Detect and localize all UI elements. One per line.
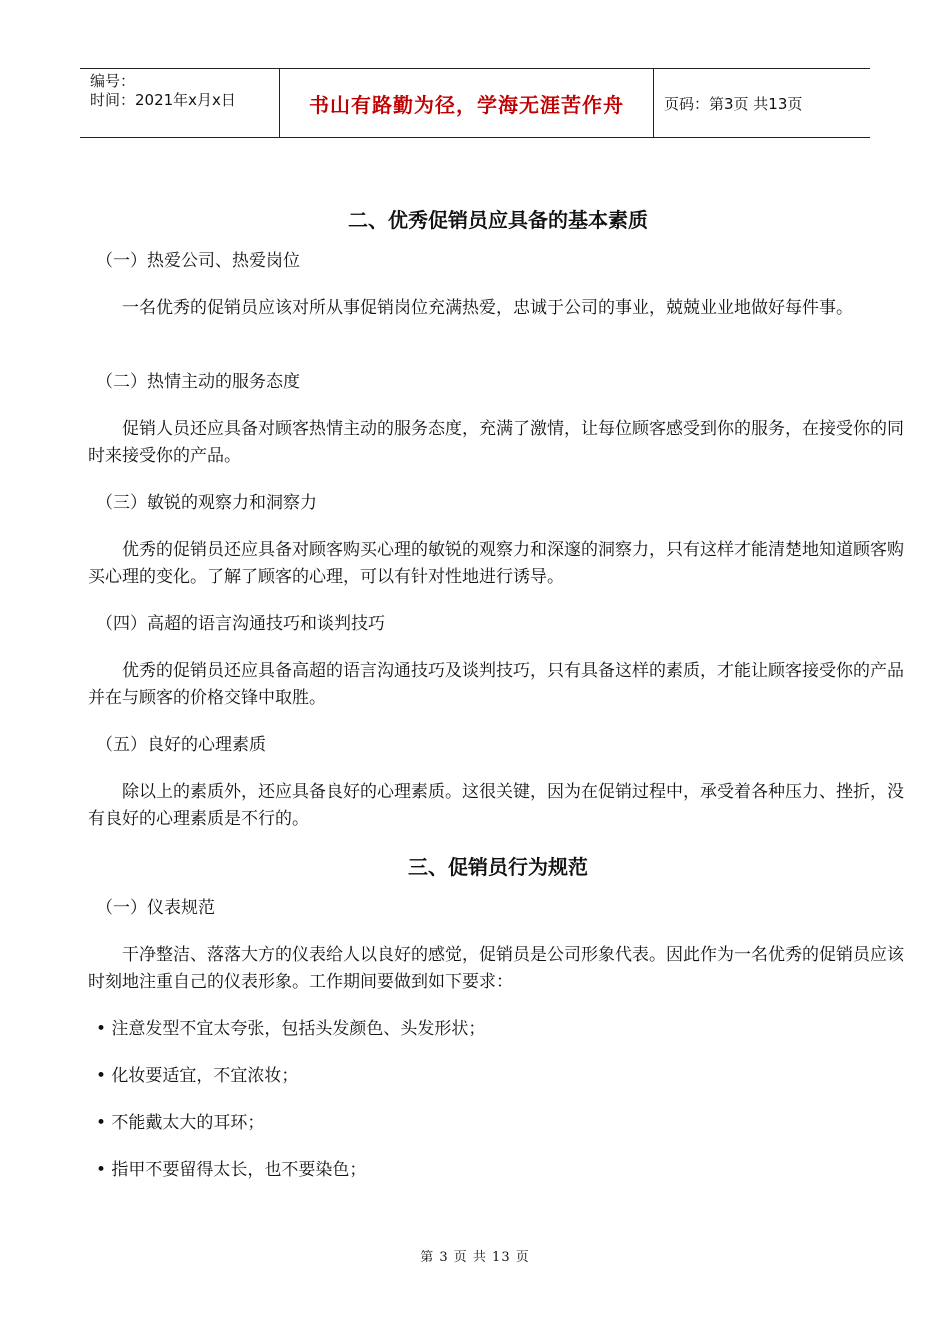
paragraph: 干净整洁、落落大方的仪表给人以良好的感觉，促销员是公司形象代表。因此作为一名优秀的促销员应该时刻地注重自己的仪表形象。工作期间要做到如下要求： <box>88 945 904 992</box>
paragraph: 一名优秀的促销员应该对所从事促销岗位充满热爱，忠诚于公司的事业，兢兢业业地做好每件事。 <box>122 298 853 318</box>
paragraph: 除以上的素质外，还应具备良好的心理素质。这很关键，因为在促销过程中，承受着各种压力、挫折，没有良好的心理素质是不行的。 <box>88 782 904 829</box>
header-meta <box>80 69 280 137</box>
bullet-item: • 化妆要适宜，不宜浓妆； <box>96 1066 299 1086</box>
sub-heading: （四）高超的语言沟通技巧和谈判技巧 <box>96 614 385 634</box>
paragraph: 优秀的促销员还应具备对顾客购买心理的敏锐的观察力和深邃的洞察力，只有这样才能清楚地知道顾客购买心理的变化。了解了顾客的心理，可以有针对性地进行诱导。 <box>88 540 904 587</box>
bullet-item: • 指甲不要留得太长，也不要染色； <box>96 1160 367 1180</box>
page-header <box>80 68 870 138</box>
bullet-item: • 注意发型不宜太夸张，包括头发颜色、头发形状； <box>96 1019 486 1039</box>
header-motto: 书山有路勤为径，学海无涯苦作舟 <box>280 69 654 137</box>
header-page-label: 页码：第3页 共13页 <box>664 94 803 113</box>
number-label: 编号： <box>90 72 136 90</box>
sub-heading: （三）敏锐的观察力和洞察力 <box>96 493 317 513</box>
paragraph: 促销人员还应具备对顾客热情主动的服务态度，充满了激情，让每位顾客感受到你的服务，在接受你的同时来接受你的产品。 <box>88 419 904 466</box>
sub-heading: （一）热爱公司、热爱岗位 <box>96 251 300 271</box>
bullet-item: • 不能戴太大的耳环； <box>96 1113 265 1133</box>
time-label: 时间：2021年x月x日 <box>90 91 236 109</box>
page-footer: 第 3 页 共 13 页 <box>420 1250 530 1265</box>
document-body <box>88 200 908 1184</box>
paragraph: 优秀的促销员还应具备高超的语言沟通技巧及谈判技巧，只有具备这样的素质，才能让顾客接受你的产品并在与顾客的价格交锋中取胜。 <box>88 661 904 708</box>
section-title-2: 二、优秀促销员应具备的基本素质 <box>348 208 648 232</box>
sub-heading: （二）热情主动的服务态度 <box>96 372 300 392</box>
section-title-3: 三、促销员行为规范 <box>408 855 588 879</box>
sub-heading: （五）良好的心理素质 <box>96 735 266 755</box>
sub-heading: （一）仪表规范 <box>96 898 215 918</box>
